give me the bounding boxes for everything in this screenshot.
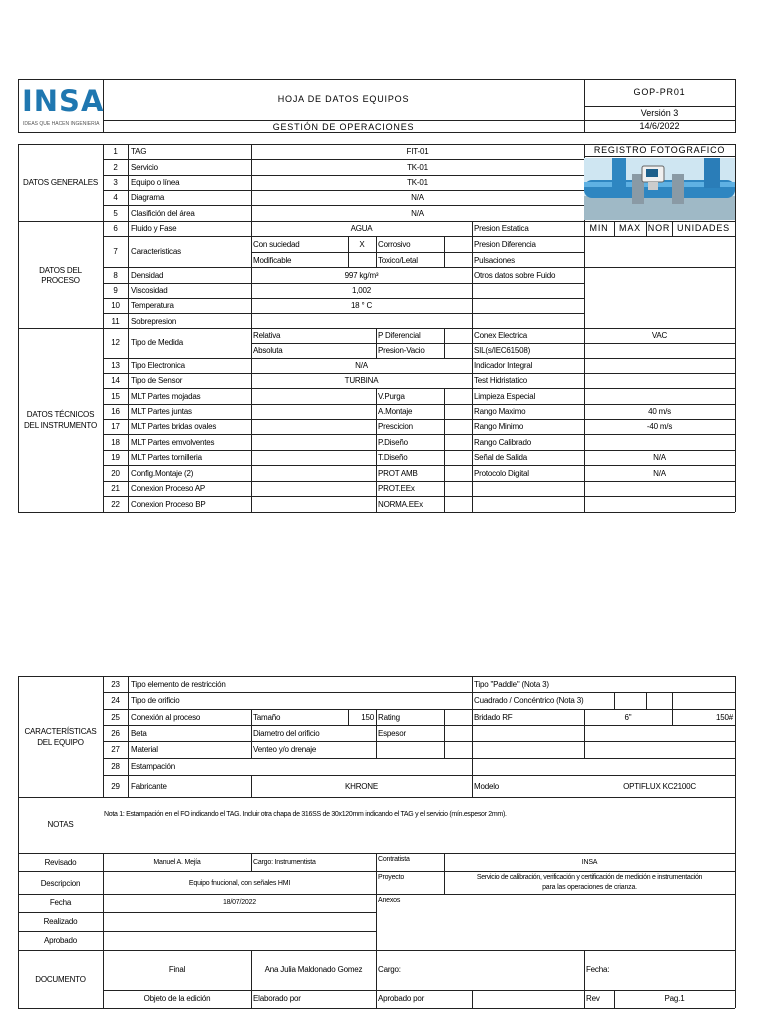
t2-modelo-val: OPTIFLUX KC2100C — [623, 782, 696, 791]
right-protocolo-digital: Protocolo Digital — [474, 469, 529, 478]
registro-title: REGISTRO FOTOGRAFICO — [593, 145, 726, 155]
descripcion-value: Equipo fnucional, con señales HMI — [188, 880, 291, 887]
row-label: TAG — [131, 147, 147, 156]
label-contratista: Contratista — [378, 856, 410, 863]
registro-rango-min: -40 m/s — [646, 422, 673, 431]
row-label: Densidad — [131, 271, 164, 280]
row-number: 8 — [113, 271, 118, 280]
row-number: 11 — [111, 317, 120, 326]
row-label: Equipo o línea — [131, 178, 180, 187]
row-label: MLT Partes emvolventes — [131, 438, 215, 447]
right-sil: SIL(s/IEC61508) — [474, 346, 531, 355]
value-diagrama: N/A — [411, 193, 424, 202]
row-label: Sobrepresion — [131, 317, 177, 326]
row-number: 2 — [113, 163, 118, 172]
doc-objeto: Objeto de la edición — [143, 994, 211, 1003]
mid-prescicion: Prescicion — [378, 422, 413, 431]
right-rango-calibrado: Rango Calibrado — [474, 438, 532, 447]
value-densidad: 997 kg/m³ — [344, 271, 379, 280]
row-number: 24 — [111, 696, 120, 705]
row-number: 12 — [111, 338, 120, 347]
section-tech-2: DEL INSTRUMENTO — [23, 421, 97, 430]
document-version: Versión 3 — [640, 108, 679, 118]
document-subtitle: GESTIÓN DE OPERACIONES — [272, 122, 415, 132]
caract-modificable: Modificable — [253, 256, 292, 265]
label-aprobado: Aprobado — [43, 936, 78, 945]
row-label: Temperatura — [131, 301, 174, 310]
fecha-value: 18/07/2022 — [222, 899, 257, 906]
doc-pag: Pag.1 — [664, 994, 685, 1003]
insa-logo — [22, 84, 105, 132]
row-number: 13 — [111, 361, 120, 370]
right-limpieza: Limpieza Especial — [474, 392, 536, 401]
registro-min: MIN — [589, 223, 609, 233]
row-number: 7 — [113, 247, 118, 256]
caract-toxico: Toxico/Letal — [378, 256, 418, 265]
value-servicio: TK-01 — [407, 163, 428, 172]
row-number: 29 — [111, 782, 120, 791]
registro-vac: VAC — [651, 331, 668, 340]
row-number: 22 — [111, 500, 120, 509]
row-label: Tipo de Sensor — [131, 376, 183, 385]
value-clasificacion: N/A — [411, 209, 424, 218]
document-code: GOP-PR01 — [633, 87, 686, 97]
row-number: 18 — [111, 438, 120, 447]
row-number: 20 — [111, 469, 120, 478]
right-presion-diferencia: Presion Diferencia — [474, 240, 536, 249]
row-number: 10 — [111, 301, 120, 310]
contratista-value: INSA — [581, 859, 598, 866]
row-label: MLT Partes juntas — [131, 407, 192, 416]
mid-amontaje: A.Montaje — [378, 407, 413, 416]
row-number: 25 — [111, 713, 120, 722]
flowmeter-photo — [584, 158, 735, 220]
label-proyecto: Proyecto — [378, 874, 405, 881]
label-fecha: Fecha — [49, 898, 72, 907]
row-number: 17 — [111, 422, 120, 431]
right-conex-electrica: Conex Electrica — [474, 331, 528, 340]
row-label: Tipo de orificio — [131, 696, 180, 705]
document-date: 14/6/2022 — [639, 121, 680, 131]
row-number: 1 — [113, 147, 118, 156]
t2-clase: 150# — [716, 713, 733, 722]
t2-modelo: Modelo — [474, 782, 500, 791]
right-rango-maximo: Rango Maximo — [474, 407, 526, 416]
row-number: 23 — [111, 680, 120, 689]
doc-elaborado-por: Elaborado por — [253, 994, 301, 1003]
section-process-2: PROCESO — [41, 276, 80, 285]
value-equipo: TK-01 — [407, 178, 428, 187]
registro-unidades: UNIDADES — [677, 223, 730, 233]
t2-bridado: Bridado RF — [474, 713, 513, 722]
mid-norma-eex: NORMA.EEx — [378, 500, 423, 509]
medida-absoluta: Absoluta — [253, 346, 283, 355]
row-number: 21 — [111, 484, 120, 493]
t2-venteo: Venteo y/o drenaje — [253, 745, 317, 754]
row-number: 15 — [111, 392, 120, 401]
row-number: 16 — [111, 407, 120, 416]
row-label: Tipo de Medida — [131, 338, 184, 347]
row-label: Clasifición del área — [131, 209, 195, 218]
proyecto-value-2: para las operaciones de crianza. — [542, 884, 637, 891]
doc-final: Final — [168, 965, 186, 974]
registro-nor: NOR — [647, 223, 671, 233]
section-documento: DOCUMENTO — [35, 975, 86, 984]
t2-espesor: Espesor — [378, 729, 406, 738]
row-label: Fluido y Fase — [131, 224, 177, 233]
section-equip-2: DEL EQUIPO — [37, 738, 84, 747]
value-fluido: AGUA — [350, 224, 373, 233]
section-general: DATOS GENERALES — [23, 178, 98, 187]
row-number: 26 — [111, 729, 120, 738]
t2-tamano-val: 150 — [361, 713, 374, 722]
document-title: HOJA DE DATOS EQUIPOS — [277, 94, 410, 104]
t2-fabricante: KHRONE — [344, 782, 379, 791]
t2-tipo-paddle: Tipo "Paddle" (Nota 3) — [474, 680, 549, 689]
t2-tamano: Tamaño — [253, 713, 281, 722]
row-number: 9 — [113, 286, 118, 295]
cargo-instrumentista: Cargo: Instrumentista — [253, 859, 316, 866]
caract-x-mark: X — [359, 240, 365, 249]
label-realizado: Realizado — [43, 917, 78, 926]
row-label: Tipo Electronica — [131, 361, 185, 370]
row-label: Conexión al proceso — [131, 713, 201, 722]
section-process-1: DATOS DEL — [39, 266, 82, 275]
mid-prot-eex: PROT.EEx — [378, 484, 415, 493]
value-temperatura: 18 ° C — [350, 301, 373, 310]
row-label: MLT Partes mojadas — [131, 392, 201, 401]
label-revisado: Revisado — [44, 858, 77, 867]
mid-tdiseno: T.Diseño — [378, 453, 408, 462]
t2-pulg: 6" — [624, 713, 632, 722]
mid-prot-amb: PROT AMB — [378, 469, 418, 478]
logo-text: INSA — [22, 84, 105, 118]
row-number: 6 — [113, 224, 118, 233]
section-equip-1: CARACTERÍSTICAS — [24, 727, 97, 736]
row-label: Viscosidad — [131, 286, 168, 295]
flowmeter-image — [584, 158, 735, 220]
row-label: Tipo elemento de restricción — [131, 680, 226, 689]
right-senal-salida: Señal de Salida — [474, 453, 528, 462]
row-number: 28 — [111, 762, 120, 771]
doc-fecha: Fecha: — [586, 965, 610, 974]
row-label: Fabricante — [131, 782, 167, 791]
row-label: Conexion Proceso BP — [131, 500, 206, 509]
row-label: Caracteristicas — [131, 247, 181, 256]
row-number: 5 — [113, 209, 118, 218]
row-label: Config.Montaje (2) — [131, 469, 194, 478]
registro-senal: N/A — [653, 453, 666, 462]
right-test: Test Hidristatico — [474, 376, 528, 385]
t2-cuadrado: Cuadrado / Concéntrico (Nota 3) — [474, 696, 584, 705]
caract-corrosivo: Corrosivo — [378, 240, 411, 249]
doc-elaborador: Ana Julia Maldonado Gomez — [264, 965, 363, 974]
row-number: 14 — [111, 376, 120, 385]
mid-vpurga: V.Purga — [378, 392, 405, 401]
row-label: Material — [131, 745, 158, 754]
doc-rev: Rev — [586, 994, 600, 1003]
row-label: MLT Partes tornilleria — [131, 453, 202, 462]
section-notes: NOTAS — [47, 820, 74, 829]
t2-diametro: Diametro del orificio — [253, 729, 320, 738]
doc-cargo: Cargo: — [378, 965, 401, 974]
section-tech-1: DATOS TÉCNICOS — [26, 410, 95, 419]
right-rango-minimo: Rango Minimo — [474, 422, 524, 431]
row-label: Beta — [131, 729, 147, 738]
revisado-value: Manuel A. Mejía — [153, 859, 201, 866]
row-label: Conexion Proceso AP — [131, 484, 206, 493]
label-anexos: Anexos — [378, 897, 401, 904]
value-tipo-electronica: N/A — [355, 361, 368, 370]
row-label: Servicio — [131, 163, 158, 172]
right-indicador: Indicador Integral — [474, 361, 533, 370]
row-label: MLT Partes bridas ovales — [131, 422, 217, 431]
registro-rango-max: 40 m/s — [648, 407, 671, 416]
caract-con-suciedad: Con suciedad — [253, 240, 300, 249]
label-descripcion: Descripcion — [40, 879, 81, 888]
registro-protocolo: N/A — [653, 469, 666, 478]
right-otros-datos: Otros datos sobre Fuido — [474, 271, 556, 280]
row-number: 19 — [111, 453, 120, 462]
t2-rating: Rating — [378, 713, 400, 722]
proyecto-value-1: Servicio de calibración, verificación y certificación de medición e instrumentación — [476, 874, 703, 881]
row-number: 27 — [111, 745, 120, 754]
row-number: 4 — [113, 193, 118, 202]
value-viscosidad: 1,002 — [351, 286, 372, 295]
right-presion-estatica: Presion Estatica — [474, 224, 529, 233]
medida-presion-vacio: Presion-Vacio — [378, 346, 425, 355]
medida-p-diferencial: P Diferencial — [378, 331, 421, 340]
logo-tagline: IDEAS QUE HACEN INGENIERIA — [23, 121, 100, 127]
row-label: Diagrama — [131, 193, 165, 202]
notes-text: Nota 1: Estampación en el FO indicando el TAG. Incluir otra chapa de 316SS de 30x120mm indicando el TAG y el servicio (mín.espesor 2mm). — [104, 811, 507, 818]
registro-max: MAX — [619, 223, 641, 233]
doc-aprobado-por: Aprobado por — [378, 994, 425, 1003]
medida-relativa: Relativa — [253, 331, 281, 340]
row-number: 3 — [113, 178, 118, 187]
mid-pdiseno: P.Diseño — [378, 438, 408, 447]
value-tag: FIT-01 — [406, 147, 429, 156]
value-tipo-sensor: TURBINA — [344, 376, 379, 385]
row-label: Estampación — [131, 762, 176, 771]
right-pulsaciones: Pulsaciones — [474, 256, 515, 265]
